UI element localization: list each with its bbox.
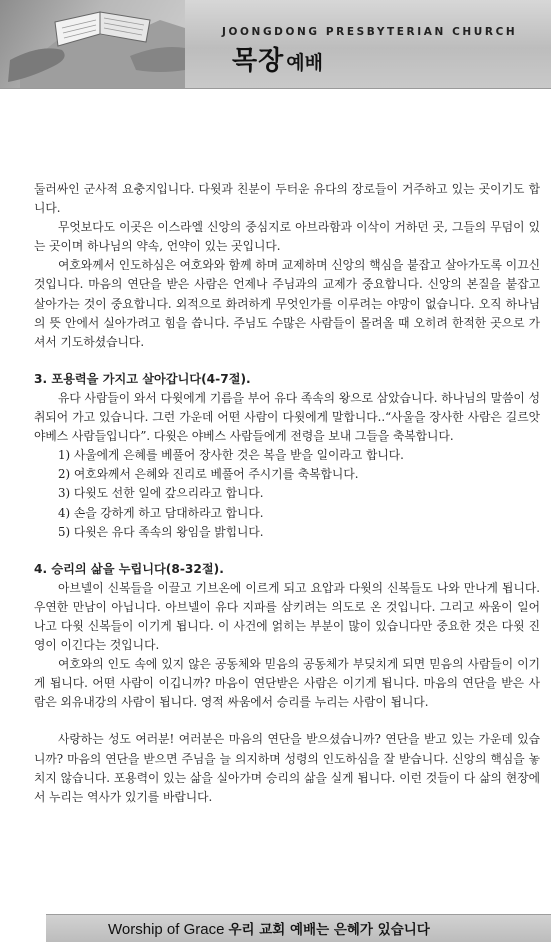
section-4-paragraph-2: 여호와의 인도 속에 있지 않은 공동체와 믿음의 공동체가 부딪치게 되면 믿음의 사람들이 이기게 됩니다. 어떤 사람이 이깁니까? 마음이 연단받은 사람은 이기게 됩니다. 마음의 연단을 받은 사람은 외유내강의 사람이 됩니다. 영적 싸움에서 승리를 누리는 사람이 됩니다. (34, 657, 540, 710)
intro-paragraph-3: 여호와께서 인도하심은 여호와와 함께 하며 교제하며 신앙의 핵심을 붙잡고 살아가도록 이끄신 것입니다. 마음의 연단을 받은 사람은 언제나 주님과의 교제가 중요합니다. 신앙의 본질을 붙잡고 살아가는 것이 중요합니다. 외적으로 화려하게 무엇인가를 이루려는 야망이 없습니다. 오직 하나님의 뜻 안에서 실아가려고 힘을 씁니다. 주님도 수많은 사람들이 몰려올 때 오히려 한적한 곳으로 가셔서 기도하셨습니다. (34, 258, 540, 349)
bible-hands-illustration (0, 0, 185, 88)
footer-korean: 우리 교회 예배는 은혜가 있습니다 (228, 922, 430, 938)
closing-paragraph: 사랑하는 성도 여러분! 여러분은 마음의 연단을 받으셨습니까? 연단을 받고 있는 가운데 있습니까? 마음의 연단을 받으면 주님을 늘 의지하며 성령의 인도하심을 잘 받습니다. 신앙의 핵심을 놓치지 않습니다. 포용력이 있는 삶을 실아가며 승리의 삶을 실게 됩니다. 이런 것들이 다 삶의 현장에서 누리는 역사가 있기를 바랍니다. (34, 732, 540, 804)
open-bible-photo (0, 0, 185, 88)
section-4-paragraph-1: 아브넬이 신복들을 이끌고 기브온에 이르게 되고 요압과 다윗의 신복들도 나와 만나게 됩니다. 우연한 만남이 아닙니다. 아브넬이 유다 지파를 삼키려는 의도로 온 것입니다. 그리고 싸움이 일어나고 다윗 신복들이 이기게 됩니다. 이 사건에 얽히는 부분이 많이 있습니다만 중요한 것은 다윗 진영이 이긴다는 것입니다. (34, 580, 540, 653)
section-3-paragraph: 유다 사람들이 와서 다윗에게 기름을 부어 유다 족속의 왕으로 삼았습니다. 하나님의 말씀이 성취되어 가고 있습니다. 그런 가운데 어떤 사람이 다윗에게 말합니다..“사울을 장사한 사람은 길르앗 야베스 사람들입니다”. 다윗은 야베스 사람들에게 전령을 보내 그들을 축복합니다. (34, 390, 540, 444)
section-3-list (34, 446, 540, 541)
spacer (34, 712, 540, 730)
service-title-suffix: 예배 (286, 52, 323, 74)
service-title-main: 목장 (232, 46, 285, 76)
sermon-body (34, 180, 540, 807)
church-name: JOONGDONG PRESBYTERIAN CHURCH (222, 26, 518, 38)
section-4-heading: 4. 승리의 삶을 누립니다(8-32절). (34, 561, 224, 576)
section-3-heading: 3. 포용력을 가지고 살아갑니다(4-7절). (34, 371, 251, 386)
spacer (34, 352, 540, 370)
list-item: 1) 사울에게 은혜를 베풀어 장사한 것은 복을 받을 일이라고 합니다. (58, 448, 404, 463)
header-banner (0, 0, 551, 89)
list-item: 2) 여호와께서 은혜와 진리로 베풀어 주시기를 축복합니다. (58, 467, 359, 482)
footer-english: Worship of Grace (108, 921, 225, 938)
list-item: 3) 다윗도 선한 일에 갚으리라고 합니다. (58, 486, 264, 501)
service-title (232, 40, 323, 77)
list-item: 5) 다윗은 유다 족속의 왕임을 밝힙니다. (58, 524, 264, 539)
footer-banner (46, 914, 551, 942)
intro-paragraph-2: 무엇보다도 이곳은 이스라엘 신앙의 중심지로 아브라함과 이삭이 거하던 곳, 그들의 무덤이 있는 곳이며 하나님의 약속, 언약이 있는 곳입니다. (34, 220, 540, 254)
footer-slogan (108, 918, 430, 938)
spacer (34, 542, 540, 560)
list-item: 4) 손을 강하게 하고 담대하라고 합니다. (58, 505, 264, 520)
intro-paragraph-1: 둘러싸인 군사적 요충지입니다. 다윗과 친분이 두터운 유다의 장로들이 거주하고 있는 곳이기도 합니다. (34, 182, 540, 216)
